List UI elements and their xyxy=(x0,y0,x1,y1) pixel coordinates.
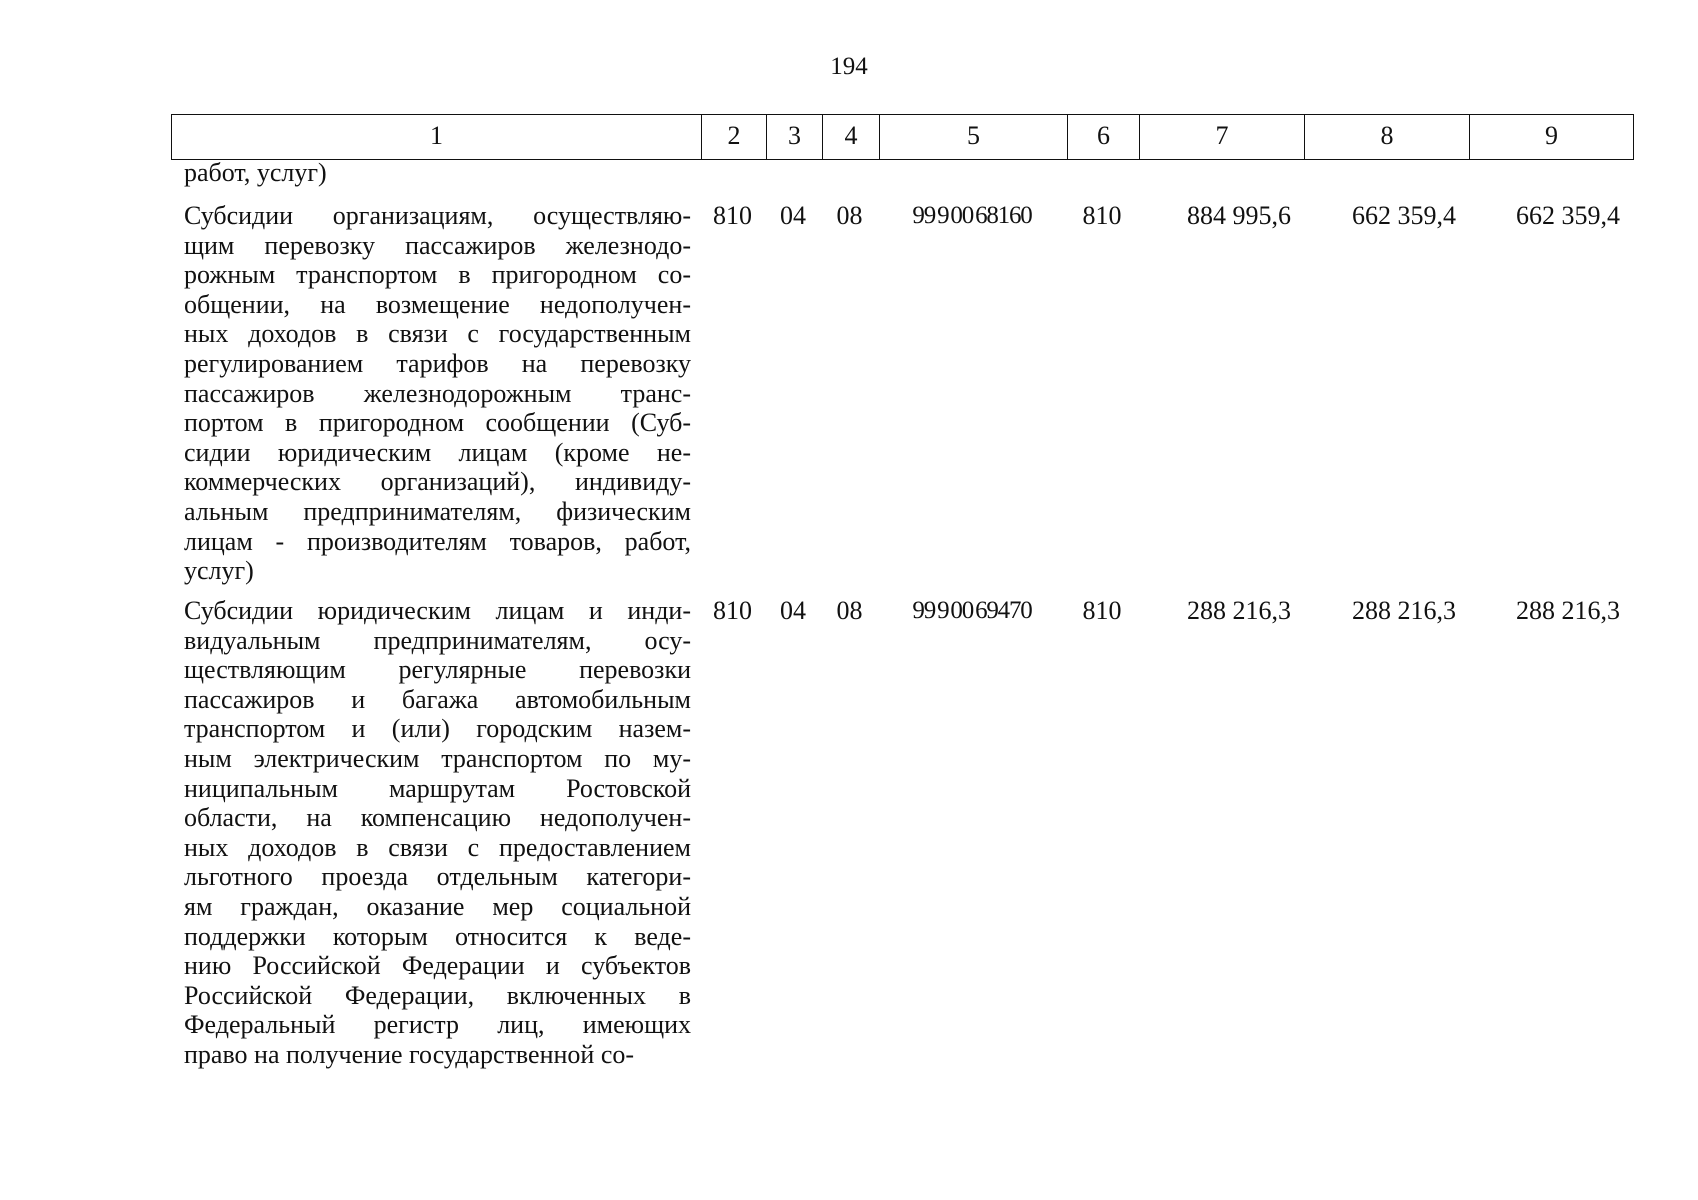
description-line: Российской Федерации, включенных в xyxy=(184,980,691,1010)
cell-col3: 04 xyxy=(780,201,806,230)
description-line: общении, на возмещение недополучен- xyxy=(184,289,691,319)
description-line: нию Российской Федерации и субъектов xyxy=(184,951,691,981)
description-line: ным электрическим транспортом по му- xyxy=(184,743,691,773)
row-description xyxy=(184,201,691,586)
cell-col7: 884 995,6 xyxy=(1187,201,1291,230)
description-line: регулированием тарифов на перевозку xyxy=(184,348,691,378)
cell-col2: 810 xyxy=(713,201,752,230)
description-line: рожным транспортом в пригородном со- xyxy=(184,260,691,290)
cell-col6: 810 xyxy=(1082,201,1122,230)
description-line: пассажиров и багажа автомобильным xyxy=(184,684,691,714)
description-line: коммерческих организаций), индивиду- xyxy=(184,467,691,497)
cell-col9: 662 359,4 xyxy=(1516,201,1620,230)
description-line: ных доходов в связи с государственным xyxy=(184,319,691,349)
description-line: альным предпринимателям, физическим xyxy=(184,496,691,526)
description-line: ям граждан, оказание мер социальной xyxy=(184,891,691,921)
description-line: портом в пригородном сообщении (Суб- xyxy=(184,408,691,438)
table-header xyxy=(171,114,1634,160)
continuation-text: работ, услуг) xyxy=(184,158,327,187)
description-line: щим перевозку пассажиров железнодо- xyxy=(184,230,691,260)
cell-col5: 99 9 00 69470 xyxy=(912,597,1032,624)
description-line: области, на компенсацию недополучен- xyxy=(184,803,691,833)
cell-col4: 08 xyxy=(836,596,863,625)
row-description xyxy=(184,596,691,1070)
column-header-9: 9 xyxy=(1469,115,1633,159)
description-line: транспортом и (или) городским назем- xyxy=(184,714,691,744)
column-header-6: 6 xyxy=(1067,115,1139,159)
column-header-8: 8 xyxy=(1304,115,1469,159)
column-header-7: 7 xyxy=(1139,115,1304,159)
description-line: ниципальным маршрутам Ростовской xyxy=(184,773,691,803)
cell-col9: 288 216,3 xyxy=(1516,596,1620,625)
description-line: ществляющим регулярные перевозки xyxy=(184,655,691,685)
table-row xyxy=(171,201,1632,586)
description-line: Федеральный регистр лиц, имеющих xyxy=(184,1010,691,1040)
column-header-3: 3 xyxy=(766,115,822,159)
column-header-5: 5 xyxy=(879,115,1067,159)
cell-col8: 288 216,3 xyxy=(1352,596,1456,625)
table-row xyxy=(171,596,1632,1070)
description-line: право на получение государственной со- xyxy=(184,1039,635,1069)
cell-col4: 08 xyxy=(836,201,863,230)
description-line: поддержки которым относится к веде- xyxy=(184,921,691,951)
cell-col8: 662 359,4 xyxy=(1352,201,1456,230)
column-header-2: 2 xyxy=(701,115,766,159)
description-line: сидии юридическим лицам (кроме не- xyxy=(184,437,691,467)
column-header-1: 1 xyxy=(430,121,443,150)
cell-col6: 810 xyxy=(1082,596,1122,625)
description-line: услуг) xyxy=(184,556,254,586)
description-line: видуальным предпринимателям, осу- xyxy=(184,625,691,655)
column-header-4: 4 xyxy=(822,115,879,159)
description-line: Субсидии организациям, осуществляю- xyxy=(184,201,691,230)
description-line: ных доходов в связи с предоставлением xyxy=(184,832,691,862)
page-number: 194 xyxy=(830,53,868,80)
cell-col3: 04 xyxy=(780,596,806,625)
cell-col5: 99 9 00 68160 xyxy=(912,202,1032,229)
description-line: льготного проезда отдельным категори- xyxy=(184,862,691,892)
description-line: лицам - производителям товаров, работ, xyxy=(184,526,691,556)
description-line: Субсидии юридическим лицам и инди- xyxy=(184,596,691,625)
description-line: пассажиров железнодорожным транс- xyxy=(184,378,691,408)
cell-col7: 288 216,3 xyxy=(1187,596,1291,625)
cell-col2: 810 xyxy=(713,596,752,625)
